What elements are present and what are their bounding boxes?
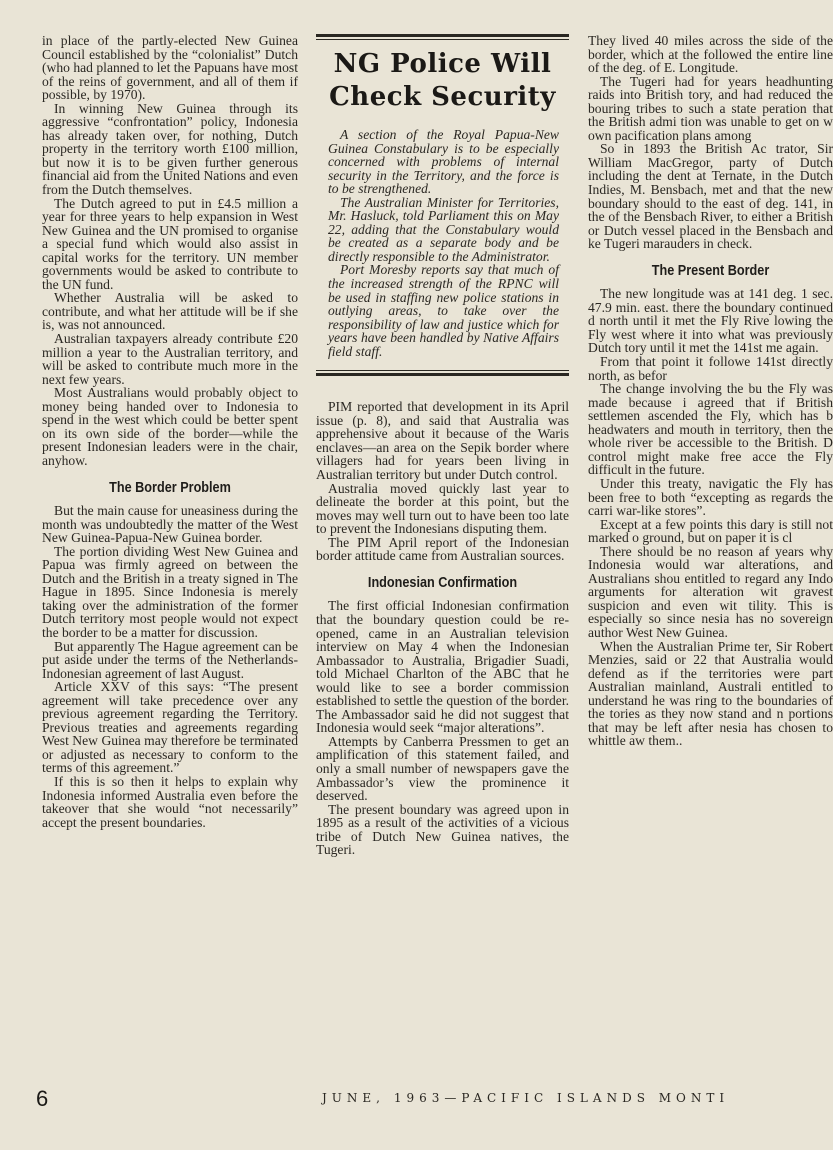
paragraph: When the Australian Prime ter, Sir Robert Menzies, said or 22 that Australia would defend as if the territories were part Australian mainland, Australi entitled to understand he was ring to the boundaries of the tories as they now stand and n portions that may be left after nesia has chosen to whittle aw them.. (588, 638, 833, 749)
article-column-3 (588, 33, 833, 749)
running-footer: JUNE, 1963—PACIFIC ISLANDS MONTI (322, 1091, 730, 1105)
paragraph: Most Australians would probably object to money being handed over to Indonesia to spend in the west which could be better spent on its own side of the border—while the present Indonesian leaders were in the chair, anyhow. (42, 385, 298, 468)
article-column-1 (42, 34, 298, 829)
paragraph: Australia moved quickly last year to delineate the border at this point, but the moves may well turn out to have been too late to prevent the Indonesians disputing them. (316, 480, 569, 537)
paragraph: They lived 40 miles across the side of the border, which at the followed the entire line of the deg. of E. Longitude. (588, 33, 833, 76)
paragraph: From that point it followe 141st directly north, as befor (588, 354, 833, 383)
paragraph: Except at a few points this dary is still not marked o ground, but on paper it is cl (588, 516, 833, 546)
paragraph: Whether Australia will be asked to contribute, and what her attitude will be if she is, was not announced. (42, 290, 298, 333)
paragraph: The portion dividing West New Guinea and Papua was firmly agreed on between the Dutch and the British in a treaty signed in The Hague in 1895. Since Indonesia is merely taking over the administration of the former Dutch territory most people would not expect the border to be a matter for discussion. (42, 543, 298, 640)
paragraph: The Australian Minister for Territories, Mr. Hasluck, told Parliament this on May 22, adding that the Constabulary would be created as a separate body and be directly responsible to the Administrator. (328, 194, 559, 264)
article-column-2 (316, 34, 569, 857)
section-heading: Indonesian Confirmation (367, 574, 518, 591)
box-rule-thin (316, 39, 569, 40)
paragraph: The change involving the bu the Fly was made because i agreed that if British settlemen ascended the Fly, which has b headwaters and mouth in territory, then the whole river be accessible to the British. D control might make free acce the Fly difficult in the future. (588, 381, 833, 478)
paragraph: The Dutch agreed to put in £4.5 million a year for three years to help expansion in West New Guinea and the UN promised to organise a special fund which would also assist in capital works for the territory. UN member governments would be asked to contribute to the UN fund. (42, 195, 298, 292)
paragraph: So in 1893 the British Ac trator, Sir William MacGregor, party of Dutch including the dent at Ternate, in the Dutch Indies, M. Bensbach, met and that the new boundary should to the east of deg. 141, in the of the Bensbach River, to either a British or Dutch vessel placed in the Bensbach and ke Tugeri marauders in check. (588, 141, 833, 252)
paragraph: Article XXV of this says: “The present agreement will take precedence over any previous agreement regarding the Territory. Previous treaties and agreements regarding West New Guinea may therefore be terminated or adjusted as necessary to conform to the terms of this agreement.” (42, 679, 298, 776)
paragraph: The first official Indonesian confirmation that the boundary question could be re-opened, came in an Australian television interview on May 4 when the Indonesian Ambassador to Australia, Brigadier Suadi, told Michael Charlton of the ABC that he would like to see a border commission established to settle the question of the border. The Ambassador said he did not suggest that Indonesia would seek “major alterations”. (316, 598, 569, 736)
boxed-standfirst (316, 128, 569, 358)
box-rule-top (316, 34, 569, 37)
paragraph: But the main cause for uneasiness during the month was undoubtedly the matter of the West New Guinea-Papua-New Guinea border. (42, 503, 298, 546)
paragraph: The Tugeri had for years headhunting raids into British tory, and had reduced the bouring tribes to such a state peration that the British admi tion was unable to get on w own pacification plans among (588, 73, 833, 143)
paragraph: PIM reported that development in its April issue (p. 8), and said that Australia was apprehensive about it because of the Waris enclaves—an area on the Sepik border where villagers had for years been living in Australian territory but under Dutch control. (316, 399, 569, 483)
section-heading: The Present Border (651, 262, 770, 279)
paragraph: The PIM April report of the Indonesian border attitude came from Australian sources. (316, 534, 569, 564)
paragraph: In winning New Guinea through its aggressive “confrontation” policy, Indonesia has already taken over, for nothing, Dutch property in the territory worth £100 million, but now it is to be given further generous financial aid from the United Nations and even from the Dutch themselves. (42, 100, 298, 198)
paragraph: But apparently The Hague agreement can be put aside under the terms of the Netherlands-Indonesian agreement of last August. (42, 638, 298, 681)
box-rule-bottom (316, 370, 569, 376)
paragraph: There should be no reason af years why Indonesia would war alterations, and Australians shou entitled to regard any Indo arguments for alteration wit gravest suspicion and even wit tility. This is especially so since nesia has no sovereign author West New Guinea. (588, 543, 833, 640)
boxed-headline (316, 48, 569, 114)
paragraph: A section of the Royal Papua-New Guinea Constabulary is to be especially concerned with problems of internal security in the Territory, and the force is to be strengthened. (328, 127, 559, 197)
paragraph: Port Moresby reports say that much of the increased strength of the RPNC will be used in staffing new police stations in outlying areas, to take over the responsibility of law and justice which for years have been handled by Native Affairs field staff. (328, 262, 559, 359)
paragraph: Under this treaty, navigatic the Fly has been free to both “excepting as regards the carri war-like stores”. (588, 475, 833, 519)
paragraph: If this is so then it helps to explain why Indonesia informed Australia even before the takeover that she would “not necessarily” accept the present boundaries. (42, 773, 298, 830)
headline-line: Check Security (329, 82, 556, 112)
page-number: 6 (36, 1086, 49, 1111)
paragraph: Australian taxpayers already contribute £20 million a year to the Australian territory, and will be asked to contribute much more in the next few years. (42, 331, 298, 387)
section-heading: The Border Problem (109, 479, 231, 496)
paragraph: The new longitude was at 141 deg. 1 sec. 47.9 min. east. there the boundary continued d north until it met the Fly Rive lowing the Fly west where it into what was previously Dutch tory until it met the 141st me again. (588, 286, 833, 356)
headline-line: NG Police Will (333, 49, 552, 79)
paragraph: Attempts by Canberra Pressmen to get an amplification of this statement failed, and only a small number of newspapers gave the Ambassador’s view the prominence it deserved. (316, 733, 569, 804)
paragraph: in place of the partly-elected New Guinea Council established by the “colonialist” Dutch (who had planned to let the Papuans have most of the reins of government, and all of them if possible, by 1970). (42, 33, 298, 103)
page-footer (0, 1086, 801, 1113)
paragraph: The present boundary was agreed upon in 1895 as a result of the activities of a vicious tribe of Dutch New Guinea natives, the Tugeri. (316, 801, 569, 858)
